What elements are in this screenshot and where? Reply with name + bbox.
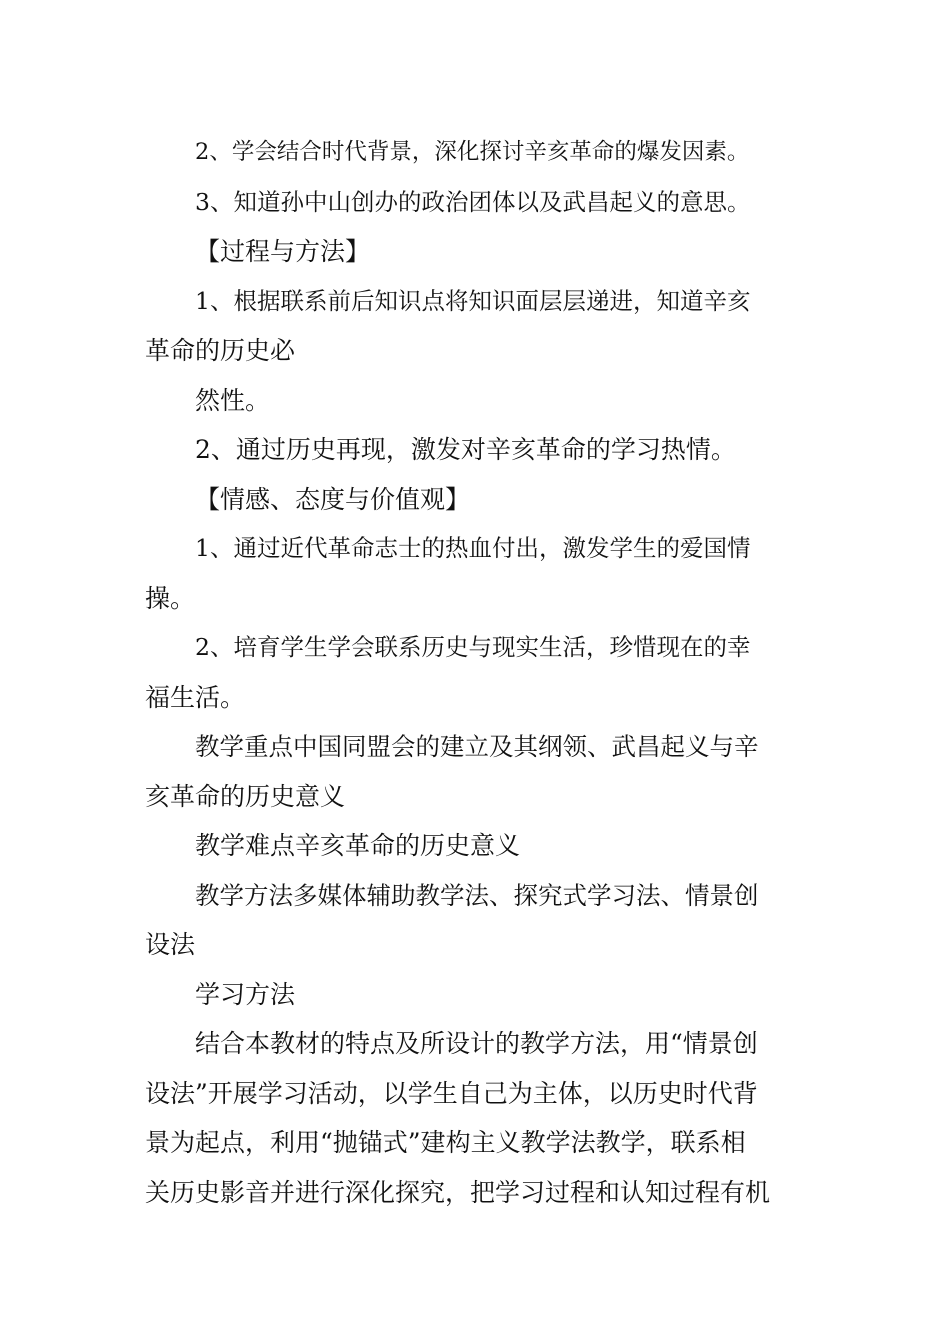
section-heading-emotion-values — [145, 475, 810, 525]
section-heading-process-method — [145, 227, 810, 277]
text-line: 2、培育学生学会联系历史与现实生活，珍惜现在的幸 — [195, 633, 751, 661]
paragraph-objective-3 — [145, 178, 810, 228]
text-line: 革命的历史必 — [145, 336, 296, 365]
text-line: 设法”开展学习活动，以学生自己为主体，以历史时代背 — [145, 1078, 758, 1108]
paragraph-learning-method — [145, 1019, 810, 1217]
text-line: 2、通过历史再现，激发对辛亥革命的学习热情。 — [195, 435, 736, 464]
paragraph-process-1 — [145, 277, 810, 376]
text-line: 设法 — [145, 930, 196, 959]
text-line: 1、根据联系前后知识点将知识面层层递进，知道辛亥 — [195, 286, 751, 315]
paragraph-emotion-1 — [145, 524, 810, 623]
text-line: 1、通过近代革命志士的热血付出，激发学生的爱国情 — [195, 534, 751, 562]
text-line: 结合本教材的特点及所设计的教学方法，用“情景创 — [195, 1029, 758, 1058]
text-line: 【情感、态度与价值观】 — [195, 484, 471, 514]
text-line: 福生活。 — [145, 682, 246, 712]
paragraph-process-1-continued — [145, 376, 810, 426]
text-line: 3、知道孙中山创办的政治团体以及武昌起义的意思。 — [195, 187, 751, 216]
text-line: 【过程与方法】 — [195, 237, 371, 266]
text-line: 景为起点，利用“抛锚式”建构主义教学法教学，联系相 — [145, 1128, 746, 1157]
text-line: 关历史影音并进行深化探究，把学习过程和认知过程有机 — [145, 1177, 771, 1207]
text-line: 然性。 — [195, 385, 271, 415]
paragraph-teaching-method — [145, 871, 810, 970]
text-line: 亥革命的历史意义 — [145, 781, 346, 811]
text-line: 操。 — [145, 583, 196, 613]
paragraph-teaching-difficulty — [145, 821, 810, 871]
document-body — [145, 128, 810, 1217]
text-line: 教学重点中国同盟会的建立及其纲领、武昌起义与辛 — [195, 732, 759, 761]
text-line: 教学方法多媒体辅助教学法、探究式学习法、情景创 — [195, 880, 759, 910]
paragraph-objective-2 — [145, 128, 810, 178]
paragraph-process-2 — [145, 425, 810, 475]
paragraph-teaching-focus — [145, 722, 810, 821]
paragraph-emotion-2 — [145, 623, 810, 722]
text-line: 学习方法 — [195, 979, 296, 1009]
text-line: 2、学会结合时代背景，深化探讨辛亥革命的爆发因素。 — [195, 139, 750, 165]
text-line: 教学难点辛亥革命的历史意义 — [195, 831, 521, 860]
section-heading-learning-method — [145, 970, 810, 1020]
